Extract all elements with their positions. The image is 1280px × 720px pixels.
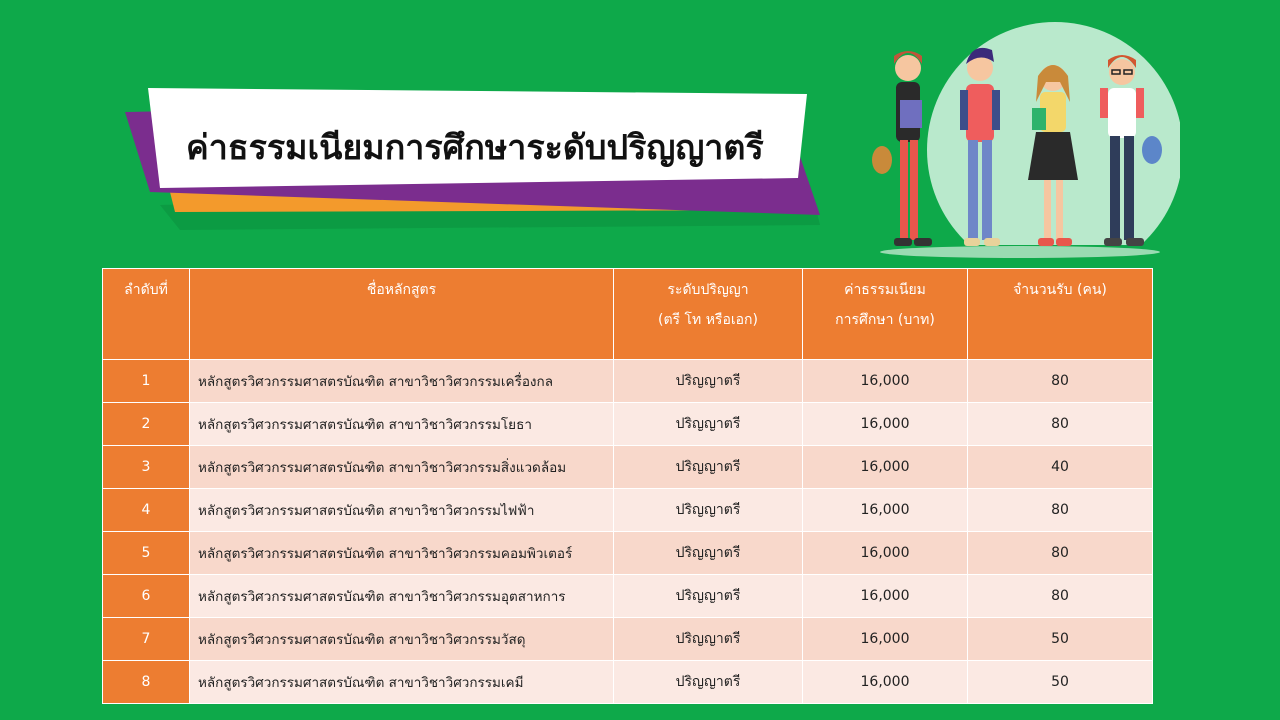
cell-no: 1 (103, 360, 190, 403)
cell-no: 3 (103, 446, 190, 489)
cell-program-name: หลักสูตรวิศวกรรมศาสตรบัณฑิต สาขาวิชาวิศวกรรมเครื่องกล (190, 360, 614, 403)
cell-seats: 50 (968, 618, 1153, 661)
table-row (103, 489, 1153, 532)
cell-program-name: หลักสูตรวิศวกรรมศาสตรบัณฑิต สาขาวิชาวิศวกรรมโยธา (190, 403, 614, 446)
cell-degree: ปริญญาตรี (614, 446, 803, 489)
table-row (103, 575, 1153, 618)
cell-program-name: หลักสูตรวิศวกรรมศาสตรบัณฑิต สาขาวิชาวิศวกรรมคอมพิวเตอร์ (190, 532, 614, 575)
column-header-seats: จำนวนรับ (คน) (968, 269, 1153, 360)
cell-seats: 80 (968, 403, 1153, 446)
student-1 (872, 51, 932, 246)
cell-no: 4 (103, 489, 190, 532)
cell-degree: ปริญญาตรี (614, 532, 803, 575)
cell-fee: 16,000 (803, 403, 968, 446)
cell-program-name: หลักสูตรวิศวกรรมศาสตรบัณฑิต สาขาวิชาวิศวกรรมอุตสาหการ (190, 575, 614, 618)
cell-no: 6 (103, 575, 190, 618)
column-header-fee-line1: ค่าธรรมเนียม (844, 282, 926, 298)
column-header-fee-line2: การศึกษา (บาท) (835, 312, 935, 328)
table-row (103, 360, 1153, 403)
cell-fee: 16,000 (803, 532, 968, 575)
cell-fee: 16,000 (803, 661, 968, 704)
cell-fee: 16,000 (803, 489, 968, 532)
cell-degree: ปริญญาตรี (614, 360, 803, 403)
cell-fee: 16,000 (803, 618, 968, 661)
cell-degree: ปริญญาตรี (614, 618, 803, 661)
column-header-degree-line2: (ตรี โท หรือเอก) (657, 312, 758, 328)
cell-seats: 50 (968, 661, 1153, 704)
column-header-name: ชื่อหลักสูตร (190, 269, 614, 360)
cell-program-name: หลักสูตรวิศวกรรมศาสตรบัณฑิต สาขาวิชาวิศวกรรมไฟฟ้า (190, 489, 614, 532)
column-header-degree (614, 269, 803, 360)
cell-seats: 40 (968, 446, 1153, 489)
cell-degree: ปริญญาตรี (614, 575, 803, 618)
cell-program-name: หลักสูตรวิศวกรรมศาสตรบัณฑิต สาขาวิชาวิศวกรรมสิ่งแวดล้อม (190, 446, 614, 489)
cell-no: 8 (103, 661, 190, 704)
cell-seats: 80 (968, 360, 1153, 403)
cell-program-name: หลักสูตรวิศวกรรมศาสตรบัณฑิต สาขาวิชาวิศวกรรมวัสดุ (190, 618, 614, 661)
cell-seats: 80 (968, 575, 1153, 618)
cell-fee: 16,000 (803, 446, 968, 489)
cell-degree: ปริญญาตรี (614, 403, 803, 446)
students-group-illustration (860, 20, 1180, 270)
table-row (103, 661, 1153, 704)
column-header-fee (803, 269, 968, 360)
table-row (103, 446, 1153, 489)
cell-program-name: หลักสูตรวิศวกรรมศาสตรบัณฑิต สาขาวิชาวิศวกรรมเคมี (190, 661, 614, 704)
column-header-no: ลำดับที่ (103, 269, 190, 360)
cell-degree: ปริญญาตรี (614, 661, 803, 704)
cell-no: 2 (103, 403, 190, 446)
table-row (103, 403, 1153, 446)
table-header-row (103, 269, 1153, 360)
table-row (103, 618, 1153, 661)
column-header-degree-line1: ระดับปริญญา (667, 282, 749, 298)
cell-degree: ปริญญาตรี (614, 489, 803, 532)
table-row (103, 532, 1153, 575)
cell-fee: 16,000 (803, 575, 968, 618)
cell-seats: 80 (968, 489, 1153, 532)
page-title: ค่าธรรมเนียมการศึกษาระดับปริญญาตรี (186, 128, 764, 168)
cell-no: 5 (103, 532, 190, 575)
cell-no: 7 (103, 618, 190, 661)
cell-fee: 16,000 (803, 360, 968, 403)
cell-seats: 80 (968, 532, 1153, 575)
fee-table (102, 268, 1153, 704)
